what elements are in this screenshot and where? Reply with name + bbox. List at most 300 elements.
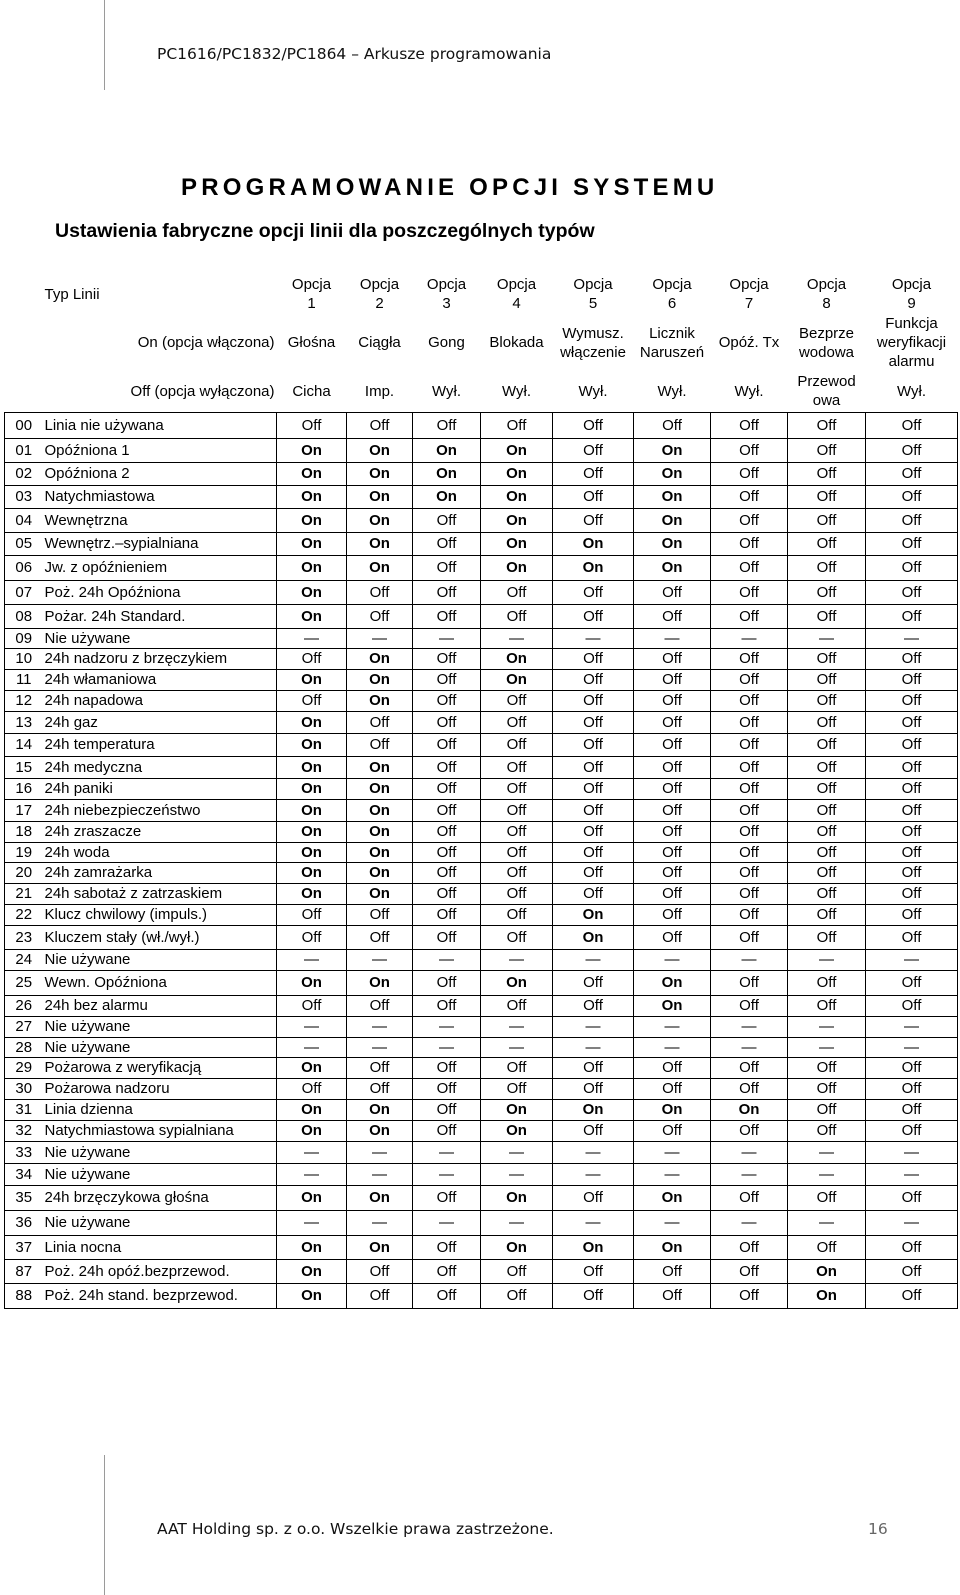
option-value: —: [347, 1163, 413, 1185]
option-value: Off: [634, 842, 711, 862]
option-value: On: [481, 485, 553, 508]
option-value: —: [866, 1210, 958, 1235]
off-value-8: Przewod owa: [797, 373, 856, 410]
option-value: —: [553, 949, 634, 970]
option-value: Off: [553, 1185, 634, 1210]
option-header-label: Opcja: [652, 276, 692, 293]
option-value: Off: [553, 462, 634, 485]
option-header-4: [481, 274, 553, 314]
option-value: Off: [413, 799, 481, 821]
option-value: On: [634, 532, 711, 555]
option-value: Off: [634, 711, 711, 733]
option-value: On: [277, 1235, 347, 1259]
option-value: —: [788, 1163, 866, 1185]
option-value: On: [347, 555, 413, 580]
option-value: On: [413, 485, 481, 508]
option-value: —: [481, 1141, 553, 1163]
option-value: On: [634, 485, 711, 508]
option-value: —: [277, 1016, 347, 1037]
option-value: Off: [788, 508, 866, 532]
table-row: [5, 1259, 958, 1283]
zone-type-name: Nie używane: [43, 949, 277, 970]
option-value: Off: [788, 462, 866, 485]
table-row: [5, 580, 958, 604]
option-value: On: [481, 669, 553, 690]
option-value: On: [788, 1283, 866, 1308]
option-value: Off: [788, 690, 866, 711]
option-value: —: [481, 949, 553, 970]
option-value: On: [277, 821, 347, 842]
option-value: Off: [347, 1259, 413, 1283]
option-value: Off: [634, 904, 711, 925]
option-value: Off: [866, 669, 958, 690]
on-value-5: Wymusz. włączenie: [560, 324, 626, 361]
zone-number: 24: [5, 949, 43, 970]
option-value: On: [553, 555, 634, 580]
option-value: Off: [866, 1235, 958, 1259]
table-row: [5, 925, 958, 949]
option-value: Off: [413, 690, 481, 711]
option-value: Off: [413, 904, 481, 925]
zone-type-name: Linia nocna: [43, 1235, 277, 1259]
option-value: —: [413, 1037, 481, 1057]
option-value: Off: [788, 1078, 866, 1099]
option-value: Off: [788, 1057, 866, 1078]
on-value-8: Bezprze wodowa: [798, 324, 855, 361]
option-value: Off: [277, 925, 347, 949]
option-value: Off: [347, 904, 413, 925]
zone-number: 09: [5, 628, 43, 648]
zone-number: 34: [5, 1163, 43, 1185]
option-value: —: [634, 949, 711, 970]
option-header-number: 6: [667, 295, 677, 312]
off-label: Off (opcja wyłączona): [130, 382, 275, 400]
top-margin-line: [104, 0, 105, 90]
option-value: Off: [553, 412, 634, 438]
zone-type-name: Opóźniona 2: [43, 462, 277, 485]
option-value: On: [347, 1099, 413, 1120]
option-value: Off: [413, 1283, 481, 1308]
off-option-row: [5, 371, 958, 412]
option-value: Off: [413, 711, 481, 733]
option-value: Off: [481, 1078, 553, 1099]
option-value: Off: [866, 648, 958, 669]
option-value: On: [481, 438, 553, 462]
option-value: Off: [277, 1078, 347, 1099]
option-value: —: [413, 1141, 481, 1163]
zone-type-name: Klucz chwilowy (impuls.): [43, 904, 277, 925]
option-value: Off: [866, 1259, 958, 1283]
option-value: —: [413, 1163, 481, 1185]
zone-type-name: Nie używane: [43, 1037, 277, 1057]
option-value: On: [413, 462, 481, 485]
option-header-6: [634, 274, 711, 314]
option-value: On: [481, 462, 553, 485]
off-value-6: Wył.: [657, 382, 687, 400]
option-value: Off: [277, 690, 347, 711]
option-value: Off: [711, 412, 788, 438]
table-row: [5, 1120, 958, 1141]
option-value: —: [711, 1210, 788, 1235]
option-value: On: [277, 1099, 347, 1120]
option-value: Off: [866, 778, 958, 799]
option-value: Off: [788, 821, 866, 842]
option-value: On: [277, 778, 347, 799]
zone-number: 01: [5, 438, 43, 462]
option-value: Off: [711, 970, 788, 995]
option-value: Off: [788, 485, 866, 508]
zone-number: 02: [5, 462, 43, 485]
option-value: —: [788, 1141, 866, 1163]
option-value: Off: [634, 1057, 711, 1078]
option-value: Off: [277, 904, 347, 925]
option-value: On: [277, 555, 347, 580]
option-value: —: [553, 1016, 634, 1037]
option-value: Off: [553, 862, 634, 883]
option-value: Off: [634, 412, 711, 438]
zone-type-name: 24h temperatura: [43, 733, 277, 756]
table-row: [5, 648, 958, 669]
option-header-8: [788, 274, 866, 314]
option-value: Off: [866, 1099, 958, 1120]
table-row: [5, 1037, 958, 1057]
zone-number: 15: [5, 756, 43, 778]
on-value-7: Opóź. Tx: [718, 334, 780, 351]
off-value-7: Wył.: [734, 382, 764, 400]
zone-number: 32: [5, 1120, 43, 1141]
option-value: Off: [711, 1185, 788, 1210]
option-value: On: [711, 1099, 788, 1120]
option-value: On: [277, 1185, 347, 1210]
option-value: Off: [711, 648, 788, 669]
option-value: —: [788, 628, 866, 648]
zone-number: 19: [5, 842, 43, 862]
option-value: On: [277, 842, 347, 862]
page-number: 16: [868, 1520, 888, 1538]
option-value: On: [347, 532, 413, 555]
option-value: —: [553, 1037, 634, 1057]
page-header: PC1616/PC1832/PC1864 – Arkusze programowania: [157, 45, 552, 63]
table-row: [5, 604, 958, 628]
zone-number: 16: [5, 778, 43, 799]
option-value: Off: [481, 778, 553, 799]
option-value: Off: [866, 995, 958, 1016]
option-value: Off: [711, 778, 788, 799]
option-value: Off: [788, 438, 866, 462]
option-value: Off: [711, 580, 788, 604]
option-value: —: [711, 949, 788, 970]
option-value: Off: [553, 1259, 634, 1283]
option-value: Off: [788, 412, 866, 438]
option-value: Off: [413, 756, 481, 778]
option-value: Off: [711, 669, 788, 690]
zone-number: 17: [5, 799, 43, 821]
option-value: —: [866, 1163, 958, 1185]
option-value: Off: [413, 669, 481, 690]
option-value: On: [634, 1099, 711, 1120]
on-value-2: Ciągła: [358, 334, 401, 351]
zone-number: 37: [5, 1235, 43, 1259]
option-value: Off: [413, 508, 481, 532]
option-value: Off: [866, 733, 958, 756]
option-value: Off: [553, 970, 634, 995]
zone-type-name: Pożarowa nadzoru: [43, 1078, 277, 1099]
option-value: Off: [711, 821, 788, 842]
option-value: On: [481, 970, 553, 995]
option-value: —: [277, 949, 347, 970]
option-value: Off: [553, 1057, 634, 1078]
on-value-3: Gong: [428, 334, 465, 351]
option-value: On: [788, 1259, 866, 1283]
table-row: [5, 669, 958, 690]
table-row: [5, 1057, 958, 1078]
option-value: Off: [788, 925, 866, 949]
option-value: Off: [347, 1057, 413, 1078]
zone-number: 22: [5, 904, 43, 925]
option-value: Off: [788, 904, 866, 925]
on-value-9: Funkcja weryfikacji alarmu: [876, 315, 947, 370]
option-header-label: Opcja: [496, 276, 537, 293]
option-value: Off: [711, 438, 788, 462]
option-header-label: Opcja: [729, 276, 769, 293]
option-value: —: [866, 628, 958, 648]
option-value: On: [413, 438, 481, 462]
option-value: Off: [481, 821, 553, 842]
zone-number: 26: [5, 995, 43, 1016]
table-row: [5, 1141, 958, 1163]
zone-number: 13: [5, 711, 43, 733]
option-value: Off: [277, 995, 347, 1016]
table-row: [5, 462, 958, 485]
off-value-9: Wył.: [896, 382, 927, 400]
option-value: Off: [711, 883, 788, 904]
option-value: Off: [413, 1057, 481, 1078]
option-value: On: [347, 669, 413, 690]
table-row: [5, 438, 958, 462]
page-title: PROGRAMOWANIE OPCJI SYSTEMU: [181, 174, 719, 201]
option-value: Off: [866, 1120, 958, 1141]
option-header-label: Opcja: [359, 276, 400, 293]
option-value: On: [634, 438, 711, 462]
option-value: Off: [634, 669, 711, 690]
option-value: Off: [711, 733, 788, 756]
option-value: On: [553, 904, 634, 925]
option-header-number: 4: [512, 295, 521, 312]
off-value-4: Wył.: [501, 382, 532, 400]
option-value: Off: [553, 799, 634, 821]
table-row: [5, 1283, 958, 1308]
option-value: Off: [788, 778, 866, 799]
zone-type-name: Pożarowa z weryfikacją: [43, 1057, 277, 1078]
option-value: —: [711, 628, 788, 648]
zone-number: 28: [5, 1037, 43, 1057]
bottom-margin-line: [104, 1455, 105, 1595]
zone-type-name: Kluczem stały (wł./wył.): [43, 925, 277, 949]
option-value: —: [277, 628, 347, 648]
option-value: Off: [866, 485, 958, 508]
option-value: On: [277, 508, 347, 532]
option-value: On: [347, 485, 413, 508]
option-header-number: 1: [307, 295, 316, 312]
option-value: Off: [634, 648, 711, 669]
option-value: On: [277, 604, 347, 628]
option-value: Off: [413, 925, 481, 949]
zone-type-name: Natychmiastowa sypialniana: [43, 1120, 277, 1141]
option-value: On: [634, 1185, 711, 1210]
option-value: Off: [711, 1283, 788, 1308]
option-value: On: [347, 756, 413, 778]
option-value: On: [481, 555, 553, 580]
option-value: Off: [866, 883, 958, 904]
option-value: Off: [634, 925, 711, 949]
option-value: Off: [347, 1078, 413, 1099]
option-value: Off: [553, 995, 634, 1016]
option-value: Off: [866, 690, 958, 711]
option-value: Off: [553, 508, 634, 532]
option-value: Off: [711, 485, 788, 508]
option-value: Off: [413, 604, 481, 628]
option-value: Off: [866, 821, 958, 842]
option-value: Off: [553, 733, 634, 756]
table-row: [5, 842, 958, 862]
zone-options-table: [4, 274, 958, 1309]
option-value: Off: [634, 883, 711, 904]
option-value: —: [634, 1163, 711, 1185]
option-value: Off: [634, 733, 711, 756]
option-value: Off: [347, 925, 413, 949]
option-value: On: [277, 1120, 347, 1141]
option-value: Off: [347, 733, 413, 756]
option-value: Off: [481, 799, 553, 821]
option-value: —: [553, 1141, 634, 1163]
table-row: [5, 1210, 958, 1235]
option-header-number: 5: [588, 295, 598, 312]
option-value: —: [413, 1016, 481, 1037]
option-value: On: [634, 508, 711, 532]
option-value: —: [634, 1210, 711, 1235]
zone-type-name: 24h włamaniowa: [43, 669, 277, 690]
option-value: Off: [788, 1120, 866, 1141]
option-value: Off: [481, 1057, 553, 1078]
option-value: Off: [866, 842, 958, 862]
option-value: —: [481, 1163, 553, 1185]
option-value: Off: [481, 883, 553, 904]
option-value: On: [277, 970, 347, 995]
option-header-label: Opcja: [573, 276, 613, 293]
zone-type-name: Nie używane: [43, 1016, 277, 1037]
zone-number: 33: [5, 1141, 43, 1163]
option-value: —: [634, 1141, 711, 1163]
zone-number: 10: [5, 648, 43, 669]
zone-number: 12: [5, 690, 43, 711]
option-value: On: [553, 1235, 634, 1259]
option-value: On: [634, 462, 711, 485]
option-value: Off: [413, 1259, 481, 1283]
option-value: Off: [481, 733, 553, 756]
option-value: On: [277, 462, 347, 485]
option-value: —: [788, 949, 866, 970]
option-value: Off: [481, 412, 553, 438]
off-value-1: Cicha: [292, 382, 331, 400]
option-value: On: [347, 462, 413, 485]
zone-number: 88: [5, 1283, 43, 1308]
option-value: —: [481, 628, 553, 648]
option-value: Off: [481, 925, 553, 949]
table-row: [5, 883, 958, 904]
zone-number: 21: [5, 883, 43, 904]
option-value: Off: [788, 799, 866, 821]
option-value: Off: [788, 532, 866, 555]
option-value: On: [347, 970, 413, 995]
table-row: [5, 690, 958, 711]
option-value: Off: [788, 669, 866, 690]
option-value: Off: [413, 1120, 481, 1141]
option-value: Off: [347, 412, 413, 438]
table-row: [5, 904, 958, 925]
zone-type-name: 24h napadowa: [43, 690, 277, 711]
option-value: On: [277, 711, 347, 733]
option-value: Off: [413, 862, 481, 883]
zone-type-name: Nie używane: [43, 1210, 277, 1235]
zone-number: 87: [5, 1259, 43, 1283]
option-value: —: [711, 1016, 788, 1037]
option-value: Off: [866, 580, 958, 604]
option-value: Off: [553, 711, 634, 733]
zone-type-name: 24h sabotaż z zatrzaskiem: [43, 883, 277, 904]
option-value: Off: [788, 648, 866, 669]
zone-type-name: 24h niebezpieczeństwo: [43, 799, 277, 821]
option-value: On: [277, 733, 347, 756]
option-value: Off: [634, 862, 711, 883]
option-value: On: [347, 690, 413, 711]
option-value: Off: [711, 995, 788, 1016]
zone-type-name: Poż. 24h Opóźniona: [43, 580, 277, 604]
option-value: Off: [866, 1057, 958, 1078]
option-value: Off: [866, 555, 958, 580]
option-value: On: [481, 1185, 553, 1210]
option-value: —: [866, 1037, 958, 1057]
option-value: Off: [553, 648, 634, 669]
zone-number: 29: [5, 1057, 43, 1078]
table-row: [5, 555, 958, 580]
zone-number: 05: [5, 532, 43, 555]
option-value: —: [481, 1037, 553, 1057]
zone-number: 14: [5, 733, 43, 756]
option-value: —: [413, 1210, 481, 1235]
zone-type-name: Linia dzienna: [43, 1099, 277, 1120]
zone-type-name: 24h zamrażarka: [43, 862, 277, 883]
zone-type-name: 24h bez alarmu: [43, 995, 277, 1016]
option-value: On: [481, 532, 553, 555]
option-value: On: [634, 995, 711, 1016]
option-value: Off: [634, 580, 711, 604]
option-value: Off: [711, 799, 788, 821]
option-value: Off: [788, 1185, 866, 1210]
option-value: Off: [788, 883, 866, 904]
zone-type-name: 24h medyczna: [43, 756, 277, 778]
zone-type-name: Nie używane: [43, 1141, 277, 1163]
option-value: Off: [866, 904, 958, 925]
footer-copyright: AAT Holding sp. z o.o. Wszelkie prawa zastrzeżone.: [157, 1520, 554, 1538]
zone-type-name: Poż. 24h stand. bezprzewod.: [43, 1283, 277, 1308]
option-value: Off: [481, 580, 553, 604]
option-value: Off: [634, 1078, 711, 1099]
option-value: Off: [788, 555, 866, 580]
option-value: Off: [481, 842, 553, 862]
option-value: —: [866, 1016, 958, 1037]
off-value-3: Wył.: [431, 382, 462, 400]
option-value: On: [347, 778, 413, 799]
